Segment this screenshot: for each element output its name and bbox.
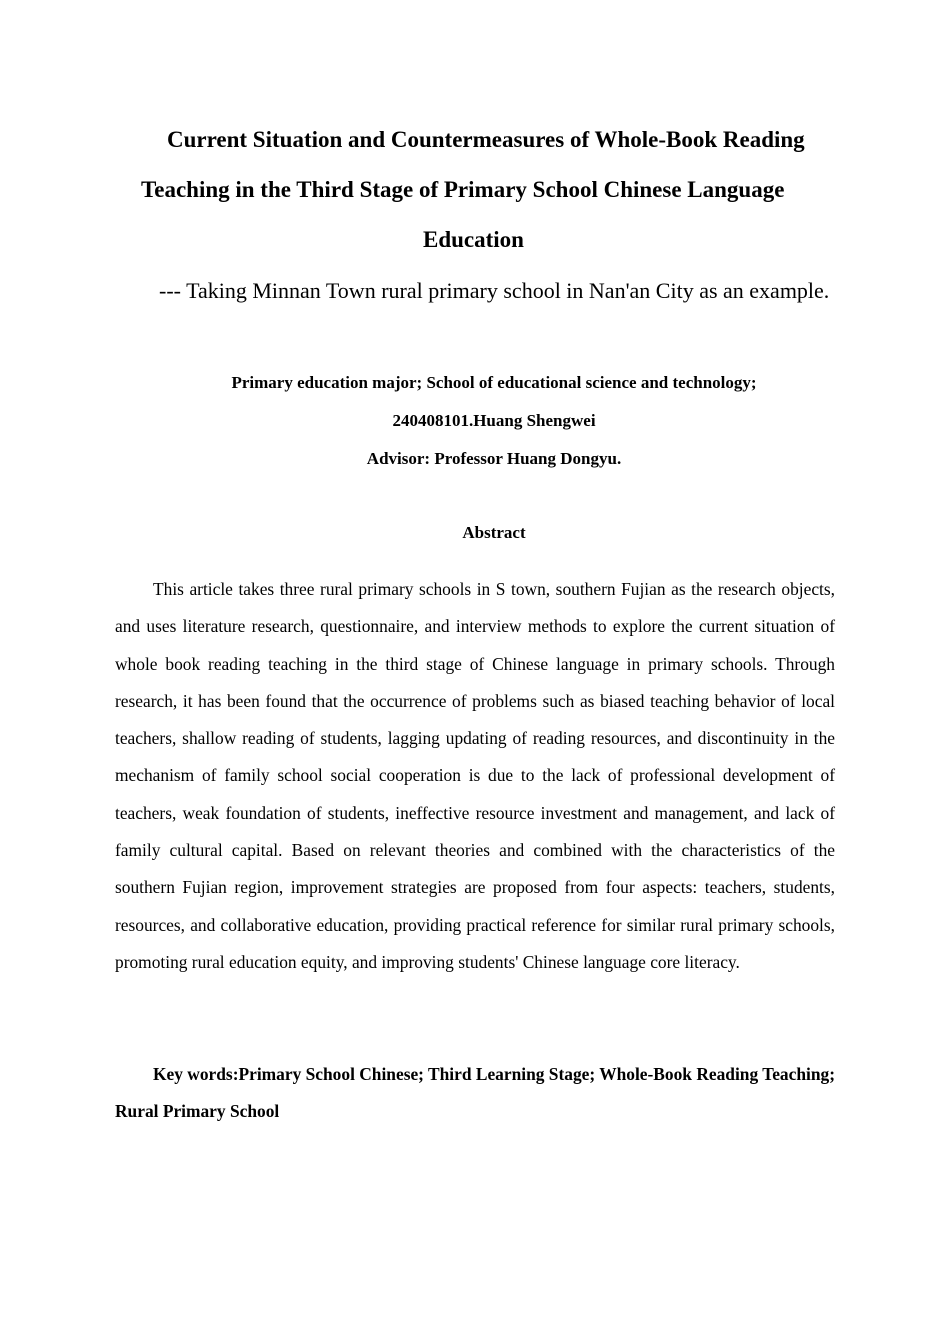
title-line-1: Current Situation and Countermeasures of Whole-Book Reading bbox=[167, 127, 805, 152]
subtitle: --- Taking Minnan Town rural primary school in Nan'an City as an example. bbox=[159, 278, 830, 303]
author-affiliation: Primary education major; School of educational science and technology; bbox=[231, 373, 757, 392]
title-line-3: Education bbox=[423, 227, 524, 252]
title-line-2: Teaching in the Third Stage of Primary School Chinese Language bbox=[141, 177, 785, 202]
abstract-body: This article takes three rural primary schools in S town, southern Fujian as the research objects, and uses literature research, questionnaire, and interview methods to explore the current situation of whole book reading teaching in the third stage of Chinese language in primary schools. Through research, it has been found that the occurrence of problems such as biased teaching behavior of local teachers, shallow reading of students, lagging updating of reading resources, and discontinuity in the mechanism of family school social cooperation is due to the lack of professional development of teachers, weak foundation of students, ineffective resource investment and management, and lack of family cultural capital. Based on relevant theories and combined with the characteristics of the southern Fujian region, improvement strategies are proposed from four aspects: teachers, students, resources, and collaborative education, providing practical reference for similar rural primary schools, promoting rural education equity, and improving students' Chinese language core literacy. bbox=[115, 579, 835, 972]
abstract-heading: Abstract bbox=[462, 523, 526, 542]
author-student: 240408101.Huang Shengwei bbox=[392, 411, 596, 430]
author-advisor: Advisor: Professor Huang Dongyu. bbox=[366, 449, 622, 468]
keywords: Key words:Primary School Chinese; Third Learning Stage; Whole-Book Reading Teaching; Rural Primary School bbox=[115, 1064, 835, 1122]
